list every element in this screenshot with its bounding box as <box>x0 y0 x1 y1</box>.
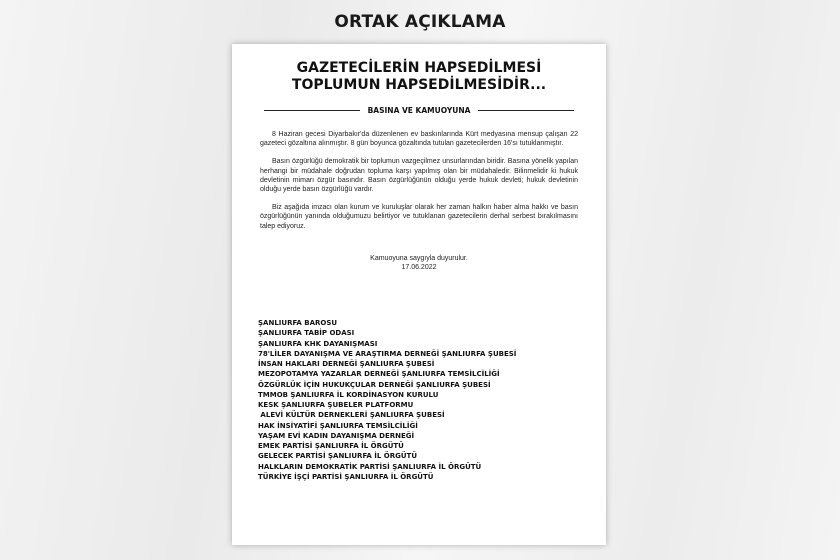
page-header-title: ORTAK AÇIKLAMA <box>334 12 506 32</box>
signatory-item: GELECEK PARTİSİ ŞANLIURFA İL ÖRGÜTÜ <box>258 452 418 461</box>
signatory-item: HAK İNSİYATİFİ ŞANLIURFA TEMSİLCİLİĞİ <box>258 421 418 430</box>
signatory-item: HALKLARIN DEMOKRATİK PARTİSİ ŞANLIURFA İL ÖRGÜTÜ <box>258 462 482 471</box>
paragraph-2: Basın özgürlüğü demokratik bir toplumun vazgeçilmez unsurlarından biridir. Basına yönelik yapılan herhangi bir müdahale doğrudan topluma karşı yapılmış olan bir müdahaledir. Bilinmelidir ki hukuk devletinin mimarı özgür basındır. Basın özgürlüğünün olduğu yerde hukuk devleti; hukuk devletinin olduğu yerde basın özgürlüğü vardır. <box>260 158 578 194</box>
document-title-line-1: GAZETECİLERİN HAPSEDİLMESİ <box>296 60 542 76</box>
closing-line: Kamuoyuna saygıyla duyurulur. <box>370 255 468 262</box>
signatory-item: MEZOPOTAMYA YAZARLAR DERNEĞİ ŞANLIURFA TEMSİLCİLİĞİ <box>258 370 500 379</box>
closing-block <box>232 254 606 272</box>
signatory-item: ŞANLIURFA KHK DAYANIŞMASI <box>258 339 378 348</box>
subtitle-rule-right <box>478 110 574 111</box>
signatory-item: ŞANLIURFA BAROSU <box>258 319 338 327</box>
paragraph-3: Biz aşağıda imzacı olan kurum ve kuruluşlar olarak her zaman halkın haber alma hakkı ve basın özgürlüğünün yanında olduğumuzu belirtiyor ve tutuklanan gazetecilerin derhal serbest bırakılmasını talep ediyoruz. <box>260 204 578 230</box>
signatory-list <box>258 318 588 482</box>
paragraph-1: 8 Haziran gecesi Diyarbakır'da düzenlenen ev baskınlarında Kürt medyasına mensup çalışan 22 gazeteci gözaltına alınmıştır. 8 gün boyunca gözaltında tutulan gazetecilerden 16'sı tutuklanmıştır. <box>260 131 578 148</box>
document-title-line-2: TOPLUMUN HAPSEDİLMESİDİR... <box>291 77 547 93</box>
signatory-item: İNSAN HAKLARI DERNEĞİ ŞANLIURFA ŞUBESİ <box>258 360 435 368</box>
statement-body <box>260 130 578 240</box>
subtitle-rule-left <box>264 110 360 111</box>
statement-date: 17.06.2022 <box>401 264 437 272</box>
signatory-item: ŞANLIURFA TABİP ODASI <box>258 329 355 338</box>
signatory-item: ÖZGÜRLÜK İÇİN HUKUKÇULAR DERNEĞİ ŞANLIURFA ŞUBESİ <box>258 380 491 389</box>
signatory-item: 78'LİLER DAYANIŞMA VE ARAŞTIRMA DERNEĞİ ŞANLIURFA ŞUBESİ <box>258 349 517 358</box>
signatory-item: TÜRKİYE İŞÇİ PARTİSİ ŞANLIURFA İL ÖRGÜTÜ <box>258 472 434 481</box>
signatory-item: TMMOB ŞANLIURFA İL KORDİNASYON KURULU <box>258 390 439 399</box>
statement-document <box>232 44 606 545</box>
signatory-item: ALEVİ KÜLTÜR DERNEKLERİ ŞANLIURFA ŞUBESİ <box>258 411 445 420</box>
document-title <box>232 60 606 94</box>
document-subtitle: BASINA VE KAMUOYUNA <box>367 105 471 115</box>
signatory-item: YAŞAM EVİ KADIN DAYANIŞMA DERNEĞİ <box>258 431 415 440</box>
subtitle-row <box>264 102 574 118</box>
signatory-item: EMEK PARTİSİ ŞANLIURFA İL ÖRGÜTÜ <box>258 442 404 450</box>
signatory-item: KESK ŞANLIURFA ŞUBELER PLATFORMU <box>258 401 414 409</box>
